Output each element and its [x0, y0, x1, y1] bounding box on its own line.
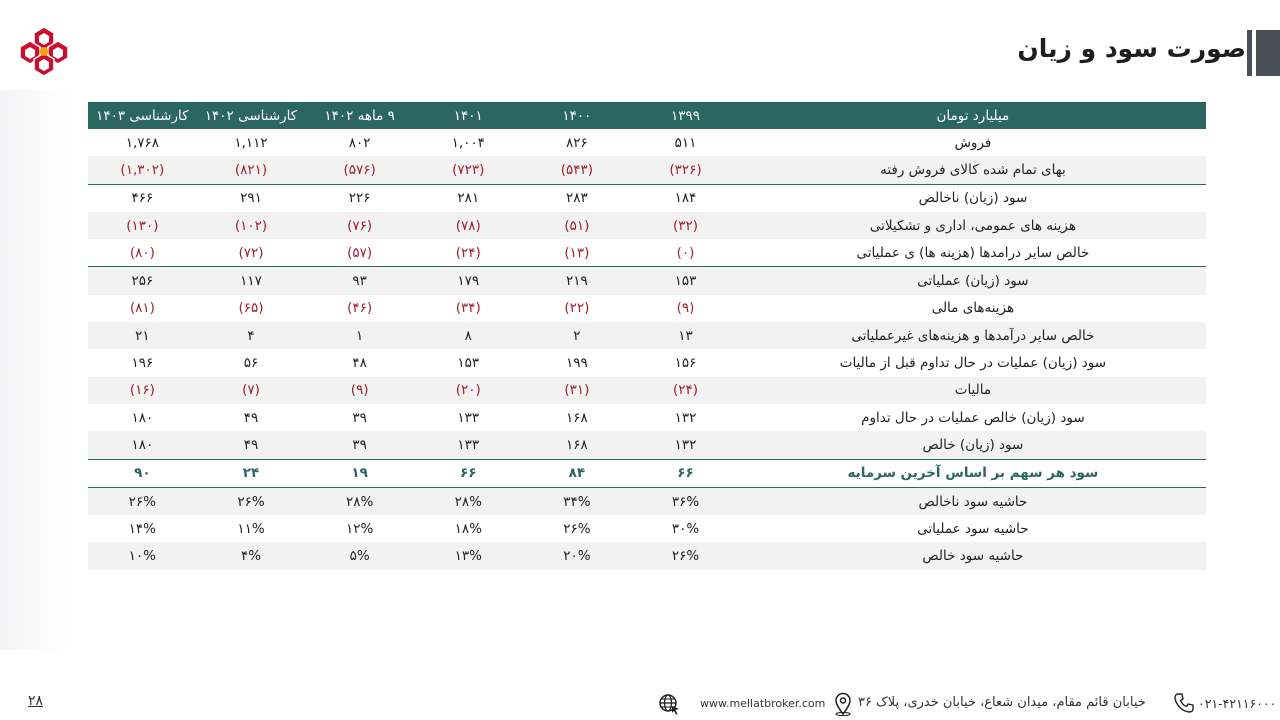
- table-row: [88, 239, 1206, 267]
- table-cell: (۱۳۰): [88, 212, 197, 239]
- row-label: حاشیه سود عملیاتی: [917, 520, 1029, 537]
- table-cell: ۱۳۳: [457, 409, 480, 426]
- table-cell: (۸۲۱): [197, 156, 306, 184]
- location-pin-icon: [832, 692, 854, 716]
- table-cell: ۲۶%: [197, 487, 306, 515]
- table-cell: (۶۵): [238, 300, 264, 317]
- company-logo: [20, 26, 68, 76]
- table-cell: ۱۲%: [345, 520, 374, 537]
- table-cell: ۶۶: [414, 459, 523, 487]
- table-row: [88, 349, 1206, 376]
- row-label: سود (زیان) خالص عملیات در حال تداوم: [861, 409, 1085, 426]
- table-cell: ۱۱%: [237, 520, 265, 537]
- table-cell: (۵۱): [523, 212, 632, 239]
- website-link[interactable]: www.mellatbroker.com: [700, 697, 826, 710]
- table-row: [88, 377, 1206, 404]
- table-cell: ۱۸۰: [88, 431, 197, 459]
- table-cell: (۱۰۲): [197, 212, 306, 239]
- row-label: سود (زیان) عملیاتی: [740, 267, 1206, 295]
- table-header-row: [88, 102, 1206, 129]
- table-cell: ۹۰: [88, 459, 197, 487]
- table-row: [88, 459, 1206, 487]
- header-cell: ۱۴۰۰: [523, 102, 632, 129]
- table-cell: (۸۱): [129, 300, 155, 317]
- table-cell: (۷۸): [414, 212, 523, 239]
- table-cell: (۳۲۶): [631, 156, 740, 184]
- page-title: صورت سود و زیان: [1017, 34, 1246, 63]
- table-cell: ۳۴%: [523, 487, 632, 515]
- table-cell: ۲۵۶: [88, 267, 197, 295]
- table-cell: ۸۴: [523, 459, 632, 487]
- table-cell: ۱۹۶: [131, 355, 154, 372]
- row-label: سود (زیان) ناخالص: [740, 184, 1206, 212]
- table-cell: ۴۶۶: [88, 184, 197, 212]
- table-row: [88, 322, 1206, 349]
- table-cell: ۱۹۹: [566, 355, 588, 372]
- header-cell: ۹ ماهه ۱۴۰۲: [305, 102, 414, 129]
- table-cell: ۲۱: [88, 322, 197, 349]
- table-cell: (۷): [197, 377, 306, 404]
- table-cell: (۹): [305, 377, 414, 404]
- table-cell: ۱۹: [305, 459, 414, 487]
- table-cell: (۲۴): [455, 244, 481, 261]
- row-label: هزینه های عمومی، اداری و تشکیلاتی: [740, 212, 1206, 239]
- table-cell: (۲۲): [564, 300, 590, 317]
- table-cell: ۴۹: [197, 431, 306, 459]
- page-number: ۲۸: [28, 693, 44, 709]
- table-cell: ۳۹: [352, 409, 367, 426]
- table-cell: (۵۴۳): [523, 156, 632, 184]
- address-text: خیابان قائم مقام، میدان شعاع، خیابان خدری، پلاک ۳۶: [858, 695, 1146, 710]
- table-row: [88, 515, 1206, 542]
- table-row: [88, 156, 1206, 184]
- phone-number: ۰۲۱-۴۲۱۱۶۰۰۰: [1198, 696, 1277, 711]
- row-label: خالص سایر درامدها (هزینه ها) ی عملیاتی: [856, 244, 1090, 261]
- table-cell: ۱۱۷: [197, 267, 306, 295]
- table-cell: (۹): [676, 300, 695, 317]
- title-accent-bar: [1256, 30, 1280, 76]
- table-cell: (۰): [676, 244, 695, 261]
- table-cell: ۳۰%: [671, 520, 700, 537]
- table-cell: ۱۳۲: [674, 409, 697, 426]
- table-row: [88, 184, 1206, 212]
- table-cell: (۳۱): [523, 377, 632, 404]
- header-cell: کارشناسی ۱۴۰۳: [88, 102, 197, 129]
- row-label: حاشیه سود خالص: [740, 542, 1206, 569]
- table-cell: ۵۱۱: [674, 134, 697, 151]
- row-label: هزینه‌های مالی: [931, 300, 1015, 317]
- table-cell: ۳۹: [305, 431, 414, 459]
- table-cell: (۴۶): [347, 300, 373, 317]
- table-cell: ۱۰%: [88, 542, 197, 569]
- row-label: فروش: [954, 134, 992, 151]
- table-cell: ۱۶۸: [523, 431, 632, 459]
- table-cell: (۲۰): [414, 377, 523, 404]
- table-cell: ۱,۰۰۴: [451, 134, 485, 151]
- table-cell: (۵۷): [347, 244, 373, 261]
- table-cell: ۸۰۲: [348, 134, 371, 151]
- row-label: حاشیه سود ناخالص: [740, 487, 1206, 515]
- table-cell: ۲۹۱: [197, 184, 306, 212]
- table-cell: ۲۶%: [563, 520, 591, 537]
- table-cell: ۱۳%: [414, 542, 523, 569]
- table-cell: ۳۶%: [631, 487, 740, 515]
- table-cell: ۸۲۶: [566, 134, 588, 151]
- table-cell: ۲۲۶: [305, 184, 414, 212]
- table-cell: ۴۹: [243, 409, 259, 426]
- table-cell: (۷۲): [238, 244, 264, 261]
- table-cell: ۲۴: [197, 459, 306, 487]
- table-cell: ۴۸: [352, 355, 367, 372]
- table-row: [88, 404, 1206, 431]
- header-cell: کارشناسی ۱۴۰۲: [197, 102, 306, 129]
- table-cell: ۱۳: [631, 322, 740, 349]
- table-cell: ۲۱۹: [523, 267, 632, 295]
- table-cell: (۱,۳۰۲): [88, 156, 197, 184]
- table-cell: (۸۰): [129, 244, 155, 261]
- row-label: مالیات: [740, 377, 1206, 404]
- table-cell: (۷۶): [305, 212, 414, 239]
- table-cell: ۱۴%: [128, 520, 157, 537]
- header-cell: میلیارد تومان: [740, 102, 1206, 129]
- table-cell: ۲۸۳: [523, 184, 632, 212]
- table-cell: ۶۶: [631, 459, 740, 487]
- table-cell: ۵%: [305, 542, 414, 569]
- table-row: [88, 212, 1206, 239]
- table-row: [88, 542, 1206, 569]
- phone-icon: [1173, 692, 1195, 714]
- table-cell: (۱۳): [564, 244, 590, 261]
- table-cell: ۱۸۰: [131, 409, 154, 426]
- table-cell: ۱۸%: [454, 520, 482, 537]
- table-cell: ۱,۱۱۲: [234, 134, 268, 151]
- table-cell: (۵۷۶): [305, 156, 414, 184]
- table-cell: ۱۵۶: [674, 355, 697, 372]
- table-row: [88, 295, 1206, 322]
- globe-icon: [658, 693, 680, 715]
- table-cell: ۹۳: [305, 267, 414, 295]
- table-cell: ۱۵۳: [631, 267, 740, 295]
- table-row: [88, 431, 1206, 459]
- table-cell: ۲۸%: [305, 487, 414, 515]
- table-cell: ۵۶: [243, 355, 259, 372]
- row-label: خالص سایر درآمدها و هزینه‌های غیرعملیاتی: [740, 322, 1206, 349]
- table-cell: (۷۲۳): [414, 156, 523, 184]
- table-cell: ۱۵۳: [457, 355, 480, 372]
- table-cell: (۱۶): [88, 377, 197, 404]
- table-cell: ۸: [414, 322, 523, 349]
- table-cell: ۱۳۳: [414, 431, 523, 459]
- header-cell: ۱۳۹۹: [631, 102, 740, 129]
- side-shade: [0, 90, 70, 650]
- table-row: [88, 487, 1206, 515]
- table-cell: ۴: [197, 322, 306, 349]
- table-cell: ۲۰%: [523, 542, 632, 569]
- table-cell: ۱,۷۶۸: [125, 134, 159, 151]
- table-row: [88, 267, 1206, 295]
- table-row: [88, 129, 1206, 156]
- table-cell: ۲۸۱: [414, 184, 523, 212]
- table-cell: ۱۶۸: [566, 409, 588, 426]
- table-cell: (۳۲): [631, 212, 740, 239]
- table-cell: (۲۴): [631, 377, 740, 404]
- income-statement-table: [88, 102, 1206, 570]
- table-cell: ۲۶%: [88, 487, 197, 515]
- table-cell: (۳۴): [455, 300, 481, 317]
- table-cell: ۱۷۹: [414, 267, 523, 295]
- table-cell: ۱۸۴: [631, 184, 740, 212]
- row-label: سود (زیان) عملیات در حال تداوم قبل از مالیات: [839, 355, 1107, 372]
- table-cell: ۲: [523, 322, 632, 349]
- table-cell: ۲۶%: [631, 542, 740, 569]
- row-label: سود هر سهم بر اساس آخرین سرمایه: [740, 459, 1206, 487]
- header-cell: ۱۴۰۱: [414, 102, 523, 129]
- row-label: سود (زیان) خالص: [740, 431, 1206, 459]
- table-cell: ۲۸%: [414, 487, 523, 515]
- row-label: بهای تمام شده کالای فروش رفته: [740, 156, 1206, 184]
- table-cell: ۱: [305, 322, 414, 349]
- table-cell: ۴%: [197, 542, 306, 569]
- table-cell: ۱۳۲: [631, 431, 740, 459]
